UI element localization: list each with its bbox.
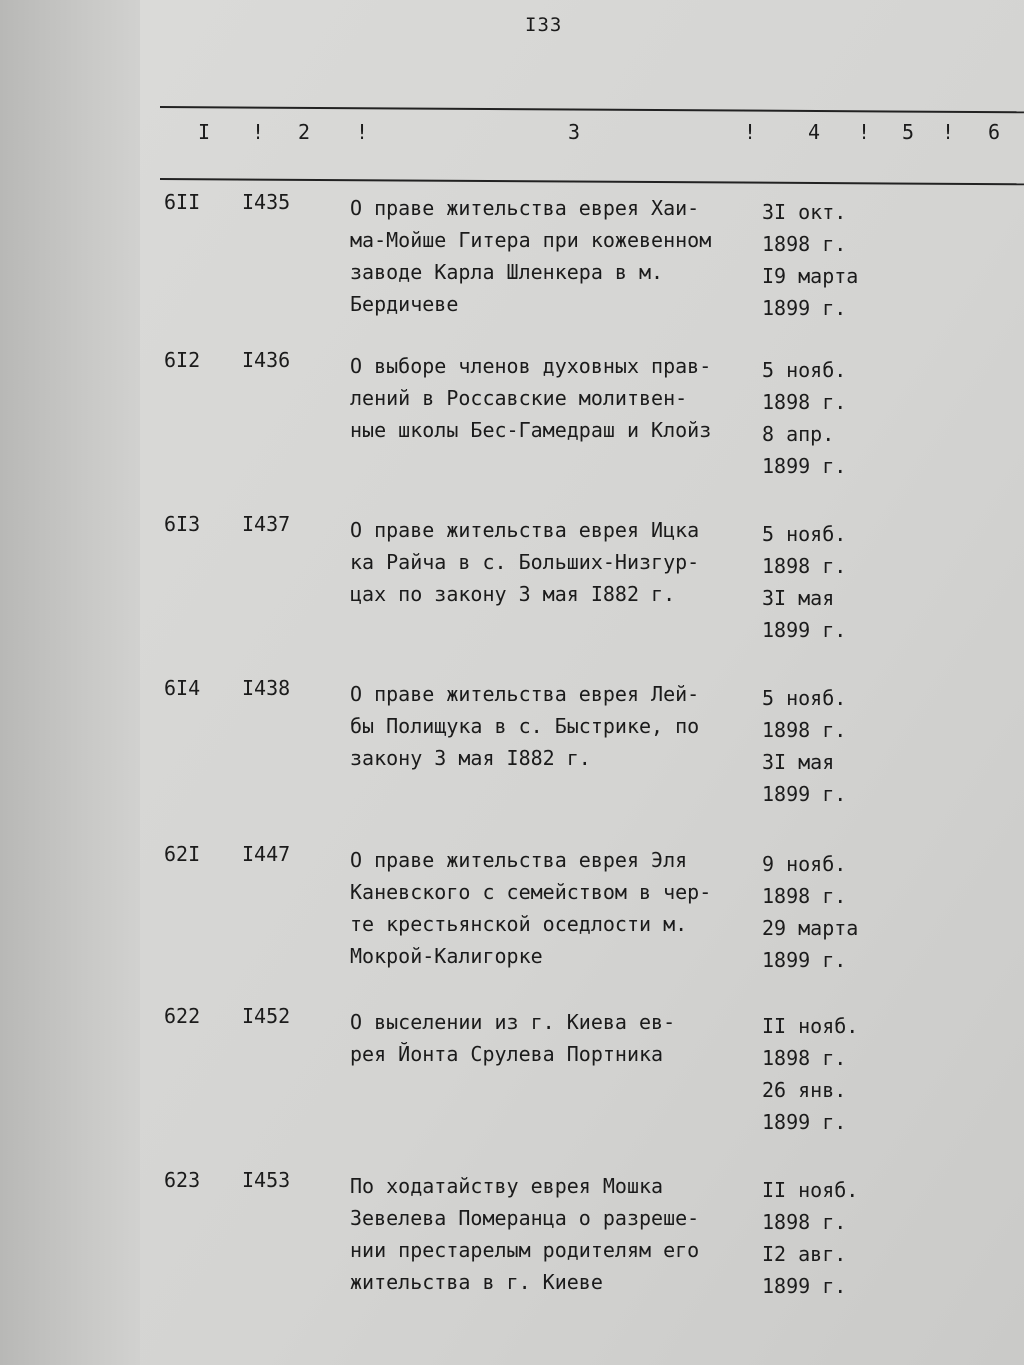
- description-line: ные школы Бес-Гамедраш и Клойз: [350, 418, 712, 442]
- file-number: I437: [242, 512, 291, 536]
- date-line: 1898 г.: [762, 1210, 847, 1234]
- date-line: 29 марта: [762, 916, 859, 940]
- file-number: I453: [242, 1168, 291, 1192]
- date-line: 5 нояб.: [762, 522, 847, 546]
- description-line: ка Райча в с. Больших-Низгур-: [350, 550, 700, 574]
- description-line: ма-Мойше Гитера при кожевенном: [350, 228, 712, 252]
- column-header-6: 6: [988, 120, 1001, 144]
- entry-description: [350, 1170, 770, 1298]
- entry-dates: [762, 196, 858, 324]
- entry-description: [350, 1006, 770, 1070]
- entry-description: [350, 192, 770, 320]
- date-line: 1899 г.: [762, 296, 847, 320]
- entry-description: [350, 514, 770, 610]
- description-line: цах по закону 3 мая I882 г.: [350, 582, 676, 606]
- date-line: II нояб.: [762, 1014, 859, 1038]
- description-line: нии престарелым родителям его: [350, 1238, 700, 1262]
- entry-dates: [762, 518, 846, 646]
- column-header-1: I: [198, 120, 211, 144]
- entry-number: 622: [164, 1004, 201, 1028]
- entry-number: 6I4: [164, 676, 201, 700]
- column-header-2: 2: [298, 120, 311, 144]
- date-line: 8 апр.: [762, 422, 835, 446]
- entry-dates: [762, 1174, 858, 1302]
- entry-dates: [762, 848, 858, 976]
- date-line: 1899 г.: [762, 618, 847, 642]
- date-line: 1898 г.: [762, 232, 847, 256]
- description-line: лений в Россавские молитвен-: [350, 386, 688, 410]
- date-line: 1899 г.: [762, 454, 847, 478]
- entry-description: [350, 350, 770, 446]
- description-line: О праве жительства еврея Ицка: [350, 518, 700, 542]
- column-separator: !: [356, 120, 369, 144]
- entry-number: 62I: [164, 842, 201, 866]
- description-line: О праве жительства еврея Хаи-: [350, 196, 700, 220]
- file-number: I435: [242, 190, 291, 214]
- date-line: 5 нояб.: [762, 358, 847, 382]
- entry-description: [350, 678, 770, 774]
- date-line: I9 марта: [762, 264, 859, 288]
- description-line: Мокрой-Калигорке: [350, 944, 543, 968]
- description-line: бы Полищука в с. Быстрике, по: [350, 714, 700, 738]
- column-separator: !: [252, 120, 265, 144]
- description-line: жительства в г. Киеве: [350, 1270, 603, 1294]
- column-header-3: 3: [568, 120, 581, 144]
- entry-number: 623: [164, 1168, 201, 1192]
- column-separator: !: [858, 120, 871, 144]
- description-line: О праве жительства еврея Лей-: [350, 682, 700, 706]
- date-line: 5 нояб.: [762, 686, 847, 710]
- date-line: 1898 г.: [762, 884, 847, 908]
- column-header-4: 4: [808, 120, 821, 144]
- file-number: I436: [242, 348, 291, 372]
- entry-number: 6II: [164, 190, 201, 214]
- description-line: те крестьянской оседлости м.: [350, 912, 688, 936]
- column-separator: !: [942, 120, 955, 144]
- date-line: 1899 г.: [762, 782, 847, 806]
- date-line: 26 янв.: [762, 1078, 847, 1102]
- date-line: 1899 г.: [762, 948, 847, 972]
- entry-number: 6I2: [164, 348, 201, 372]
- date-line: 9 нояб.: [762, 852, 847, 876]
- file-number: I438: [242, 676, 291, 700]
- date-line: 1898 г.: [762, 554, 847, 578]
- description-line: заводе Карла Шленкера в м.: [350, 260, 664, 284]
- page-number: I33: [525, 14, 563, 36]
- date-line: 3I мая: [762, 750, 835, 774]
- entry-dates: [762, 1010, 858, 1138]
- date-line: 1898 г.: [762, 1046, 847, 1070]
- date-line: 1899 г.: [762, 1274, 847, 1298]
- entry-number: 6I3: [164, 512, 201, 536]
- date-line: 3I окт.: [762, 200, 847, 224]
- entry-dates: [762, 682, 846, 810]
- entry-description: [350, 844, 770, 972]
- description-line: закону 3 мая I882 г.: [350, 746, 591, 770]
- date-line: I2 авг.: [762, 1242, 847, 1266]
- date-line: II нояб.: [762, 1178, 859, 1202]
- description-line: По ходатайству еврея Мошка: [350, 1174, 664, 1198]
- file-number: I447: [242, 842, 291, 866]
- previous-page-edge: [0, 0, 150, 1365]
- date-line: 1899 г.: [762, 1110, 847, 1134]
- column-header-5: 5: [902, 120, 915, 144]
- entry-dates: [762, 354, 846, 482]
- date-line: 1898 г.: [762, 718, 847, 742]
- description-line: Каневского с семейством в чер-: [350, 880, 712, 904]
- description-line: О выборе членов духовных прав-: [350, 354, 712, 378]
- description-line: О выселении из г. Киева ев-: [350, 1010, 676, 1034]
- description-line: О праве жительства еврея Эля: [350, 848, 688, 872]
- date-line: 3I мая: [762, 586, 835, 610]
- column-separator: !: [744, 120, 757, 144]
- description-line: рея Йонта Срулева Портника: [350, 1042, 664, 1066]
- description-line: Бердичеве: [350, 292, 459, 316]
- file-number: I452: [242, 1004, 291, 1028]
- description-line: Зевелева Померанца о разреше-: [350, 1206, 700, 1230]
- date-line: 1898 г.: [762, 390, 847, 414]
- column-header-row: [160, 120, 1024, 160]
